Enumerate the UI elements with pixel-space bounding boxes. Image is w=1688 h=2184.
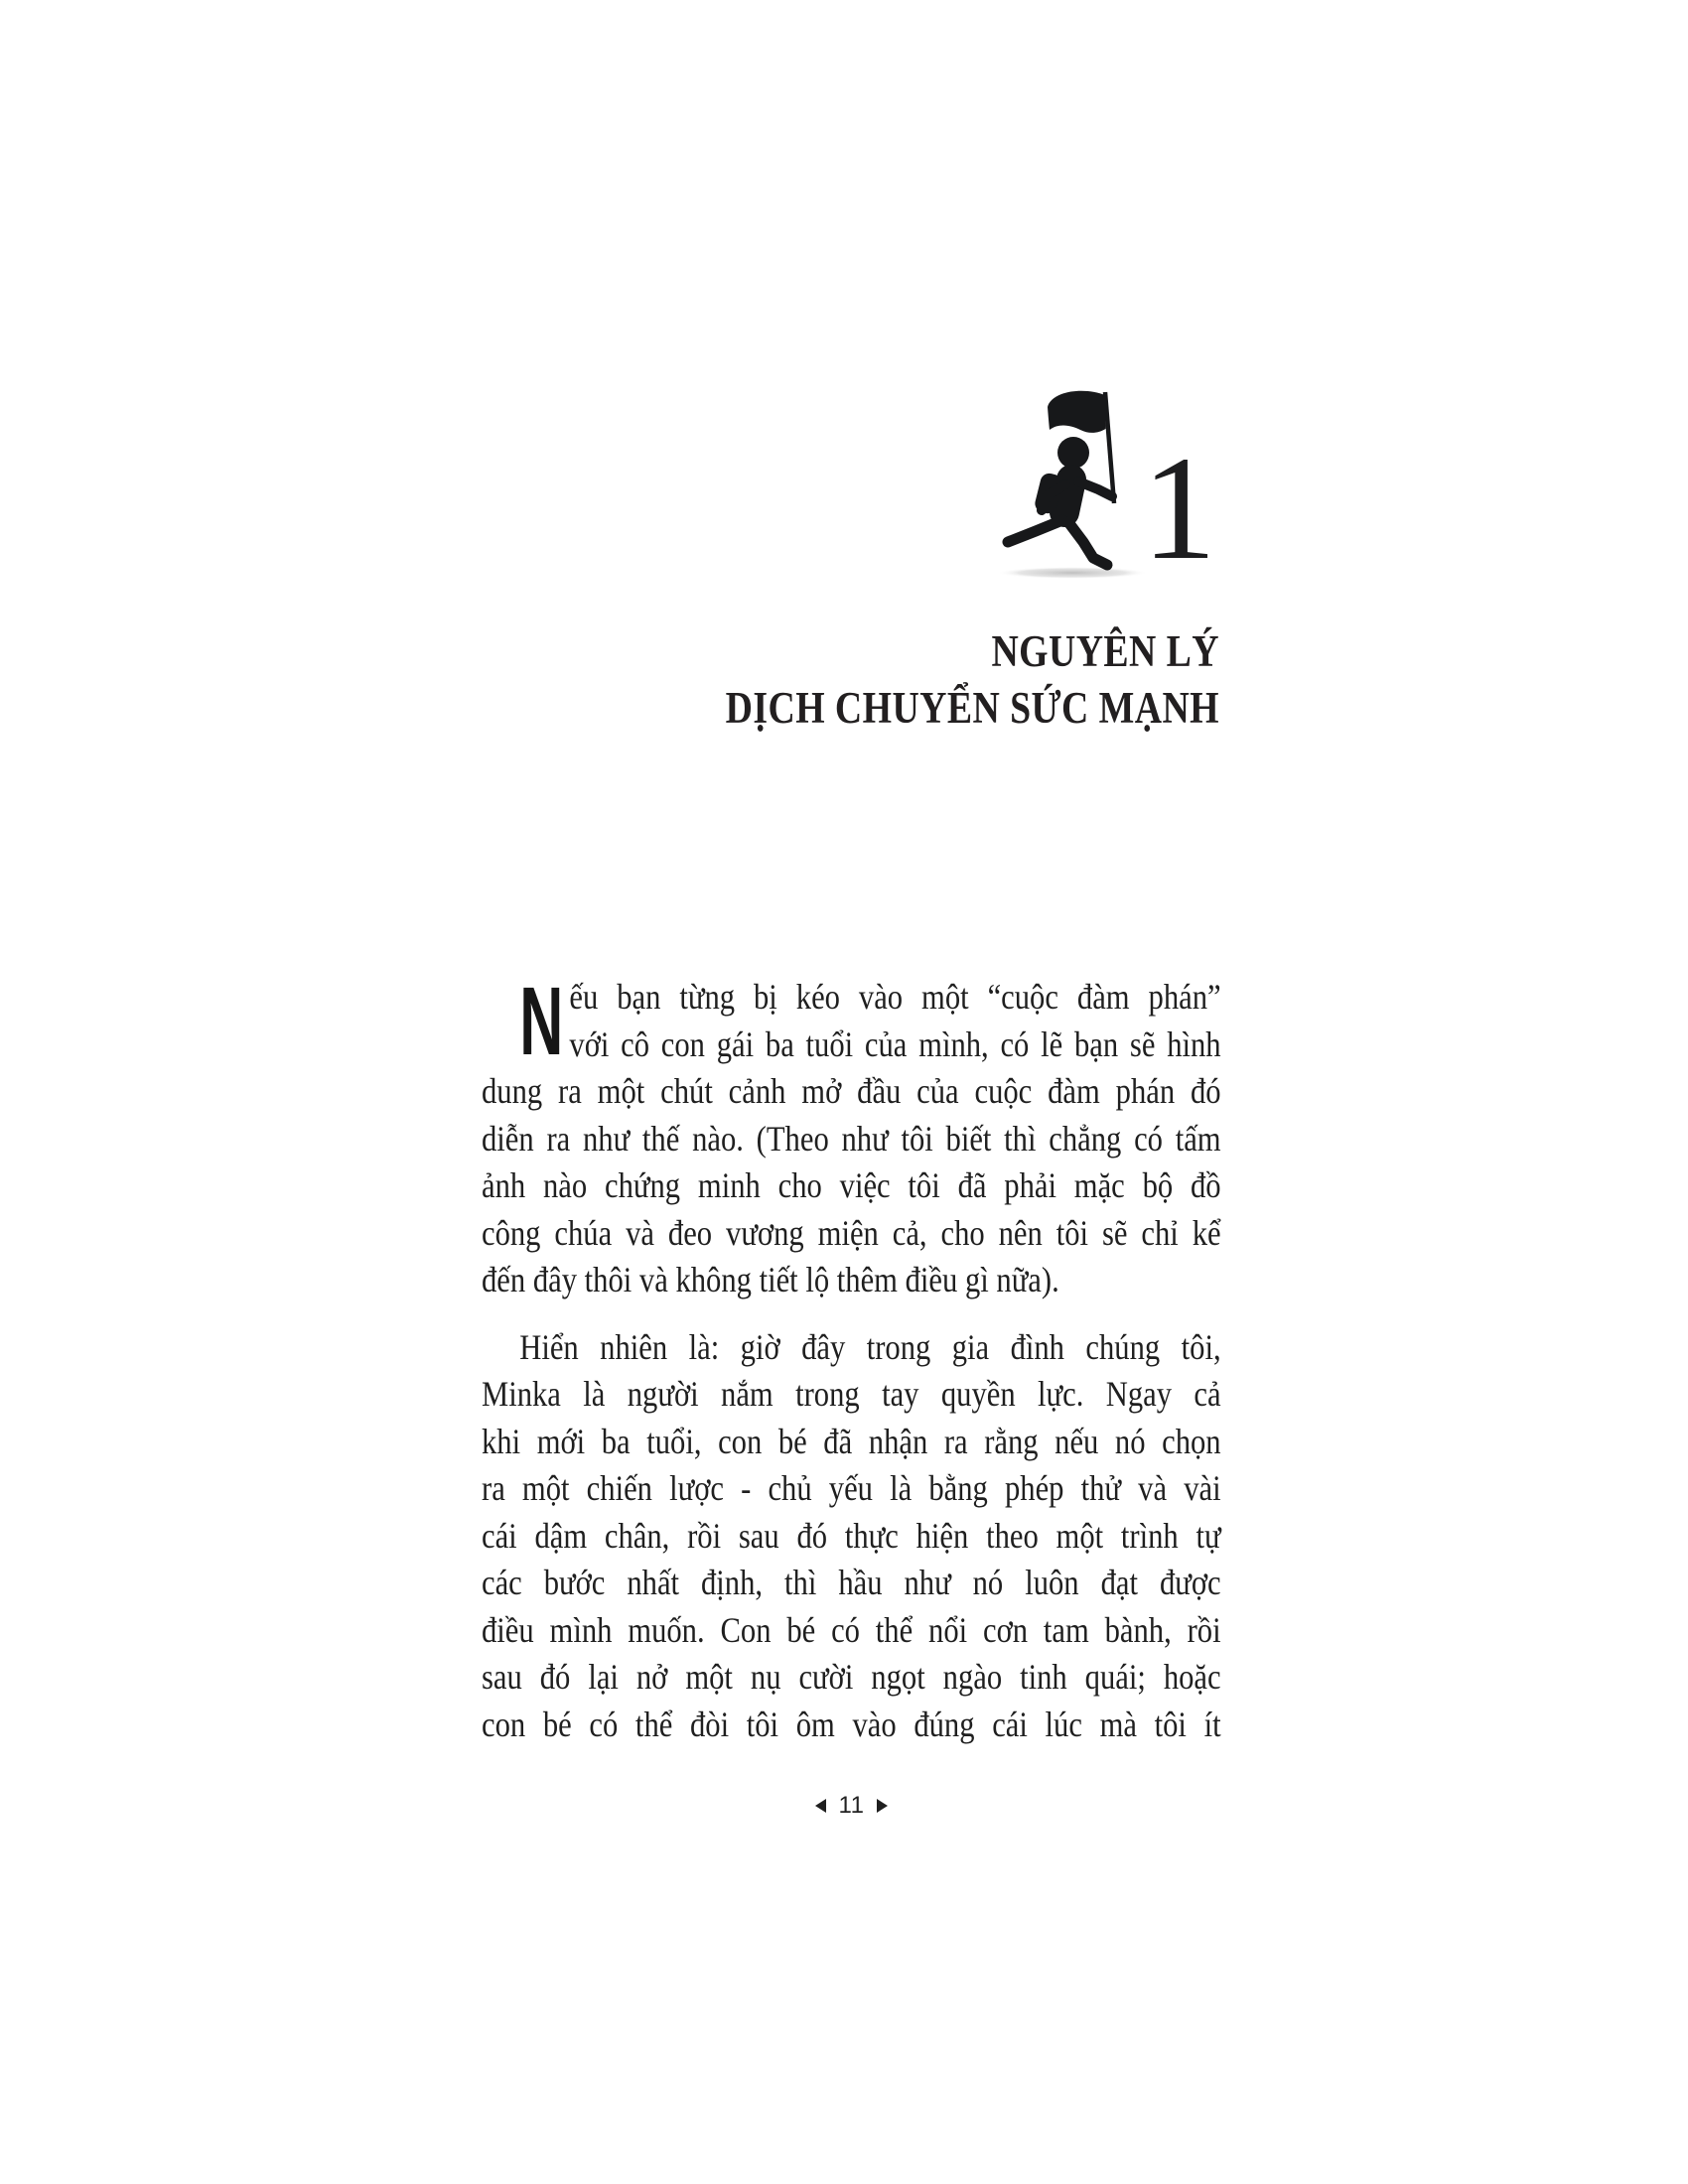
dropcap-letter: N	[519, 967, 564, 1075]
body-line: ảnh nào chứng minh cho việc tôi đã phải mặc bộ đồ	[482, 1165, 1221, 1205]
body-line: con bé có thể đòi tôi ôm vào đúng cái lúc mà tôi ít	[482, 1704, 1221, 1744]
body-line: Minka là người nắm trong tay quyền lực. Ngay cả	[482, 1374, 1221, 1414]
body-line: ra một chiến lược - chủ yếu là bằng phép thử và vài	[482, 1468, 1221, 1508]
body-text	[482, 967, 1221, 1748]
body-line: khi mới ba tuổi, con bé đã nhận ra rằng nếu nó chọn	[482, 1421, 1221, 1461]
body-line: Hiển nhiên là: giờ đây trong gia đình chúng tôi,	[519, 1326, 1221, 1367]
body-line: đến đây thôi và không tiết lộ thêm điều gì nữa).	[482, 1260, 1059, 1299]
body-line: các bước nhất định, thì hầu như nó luôn đạt được	[482, 1563, 1221, 1602]
paragraph-1	[482, 967, 1221, 1304]
chapter-number: 1	[1142, 426, 1216, 591]
page-footer	[482, 1793, 1221, 1819]
right-triangle-icon	[877, 1799, 888, 1813]
body-line: sau đó lại nở một nụ cười ngọt ngào tinh quái; hoặc	[482, 1657, 1221, 1697]
page-number: 11	[838, 1792, 865, 1819]
dropcap	[519, 967, 565, 1075]
chapter-title-line2: DỊCH CHUYỂN SỨC MẠNH	[725, 683, 1219, 733]
body-line: công chúa và đeo vương miện cả, cho nên tôi sẽ chỉ kể	[482, 1212, 1221, 1253]
chapter-title-line1: NGUYÊN LÝ	[991, 626, 1219, 676]
paragraph-2	[482, 1324, 1221, 1749]
body-line: diễn ra như thế nào. (Theo như tôi biết thì chẳng có tấm	[482, 1118, 1221, 1159]
body-line: ếu bạn từng bị kéo vào một “cuộc đàm phán”	[569, 977, 1221, 1017]
body-line: điều mình muốn. Con bé có thể nổi cơn tam bành, rồi	[482, 1609, 1221, 1650]
body-line: dung ra một chút cảnh mở đầu của cuộc đàm phán đó	[482, 1071, 1221, 1111]
body-line: cái dậm chân, rồi sau đó thực hiện theo một trình tự	[482, 1515, 1221, 1556]
left-triangle-icon	[815, 1799, 826, 1813]
body-line: với cô con gái ba tuổi của mình, có lẽ bạn sẽ hình	[569, 1024, 1221, 1064]
chapter-title	[586, 623, 1219, 737]
